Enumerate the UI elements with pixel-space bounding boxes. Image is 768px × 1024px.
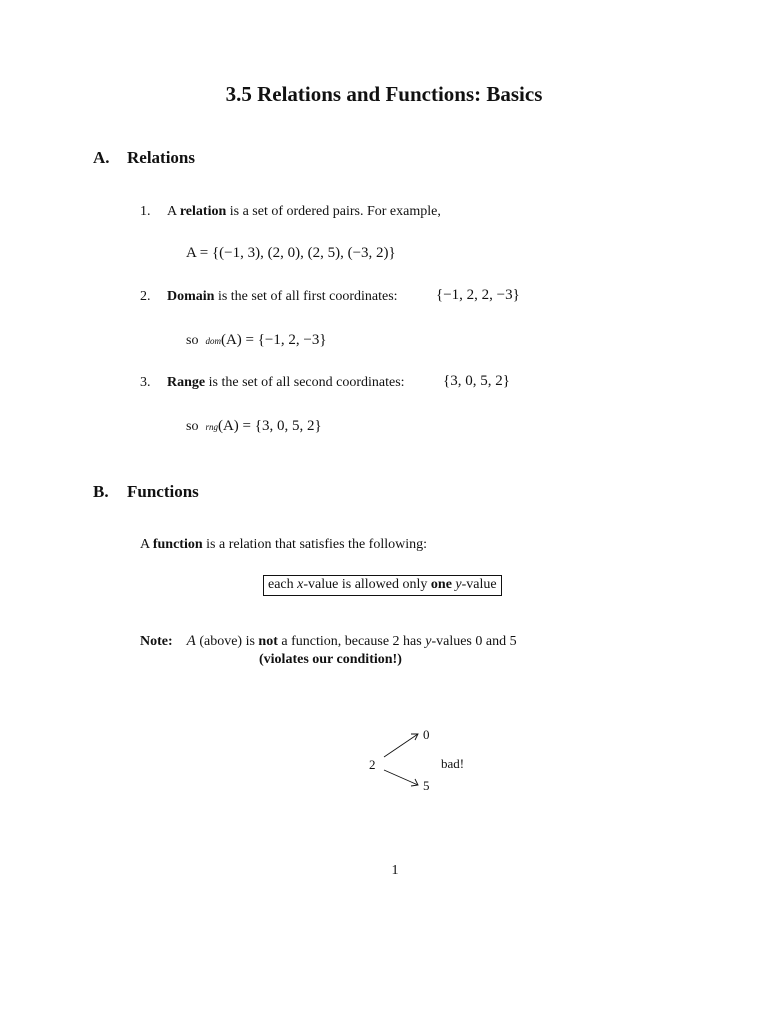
list-item-relation [140,204,441,220]
section-a-heading [93,148,195,168]
domain-so: so [186,333,199,348]
arrow-to-5 [384,770,418,785]
box-p2: -value is allowed only [303,577,431,592]
item2-bold: Domain [167,289,215,304]
list-item-range [140,375,405,391]
function-intro-bold: function [152,537,203,552]
page-title: 3.5 Relations and Functions: Basics [225,82,543,106]
function-intro-suffix: is a relation that satisfies the following: [202,537,427,552]
item2-suffix: is the set of all first coordinates: [214,289,398,304]
item3-bold: Range [167,375,206,390]
range-so: so [186,419,199,434]
section-a-number: A. [93,148,110,167]
note-line [140,633,517,650]
item2-number: 2. [140,289,151,304]
box-one: one [430,577,452,592]
box-p1: each [268,577,298,592]
function-intro-prefix: A [140,537,153,552]
section-b-heading [93,482,199,502]
item3-number: 3. [140,375,151,390]
range-fn: rng [205,422,218,432]
range-set: {3, 0, 5, 2} [443,373,510,389]
item1-prefix: A [167,204,180,219]
note-A: A [186,633,196,649]
diagram-label: bad! [441,756,465,771]
note-violates: (violates our condition!) [259,652,402,667]
box-x: x [297,577,304,592]
item1-bold: relation [179,204,227,219]
item1-number: 1. [140,204,151,219]
function-condition-box [263,575,502,596]
domain-result-line [186,332,327,349]
domain-set: {−1, 2, 2, −3} [436,287,520,303]
function-definition [140,537,427,553]
arrow-to-0 [384,734,418,757]
box-y: y [455,577,462,592]
note-p3: -values 0 and 5 [431,634,517,649]
relation-example: A = {(−1, 3), (2, 0), (2, 5), (−3, 2)} [186,245,396,261]
range-result-line [186,418,322,435]
note-p2: a function, because 2 has [277,634,426,649]
box-p4: -value [461,577,497,592]
domain-result: (A) = {−1, 2, −3} [220,332,327,348]
diagram-target-bottom: 5 [423,778,430,793]
page-number: 1 [391,863,399,878]
mapping-arrows [380,725,425,795]
section-a-title: Relations [127,148,195,167]
section-b-title: Functions [127,482,199,501]
section-b-number: B. [93,482,109,501]
item1-suffix: is a set of ordered pairs. For example, [226,204,441,219]
diagram-source: 2 [369,757,376,772]
item3-suffix: is the set of all second coordinates: [205,375,405,390]
list-item-domain [140,289,398,305]
note-not: not [258,634,278,649]
domain-fn: dom [205,336,221,346]
note-label: Note: [140,634,173,649]
diagram-target-top: 0 [423,727,430,742]
note-y: y [425,634,432,649]
range-result: (A) = {3, 0, 5, 2} [217,418,322,434]
note-p1: (above) is [195,634,259,649]
